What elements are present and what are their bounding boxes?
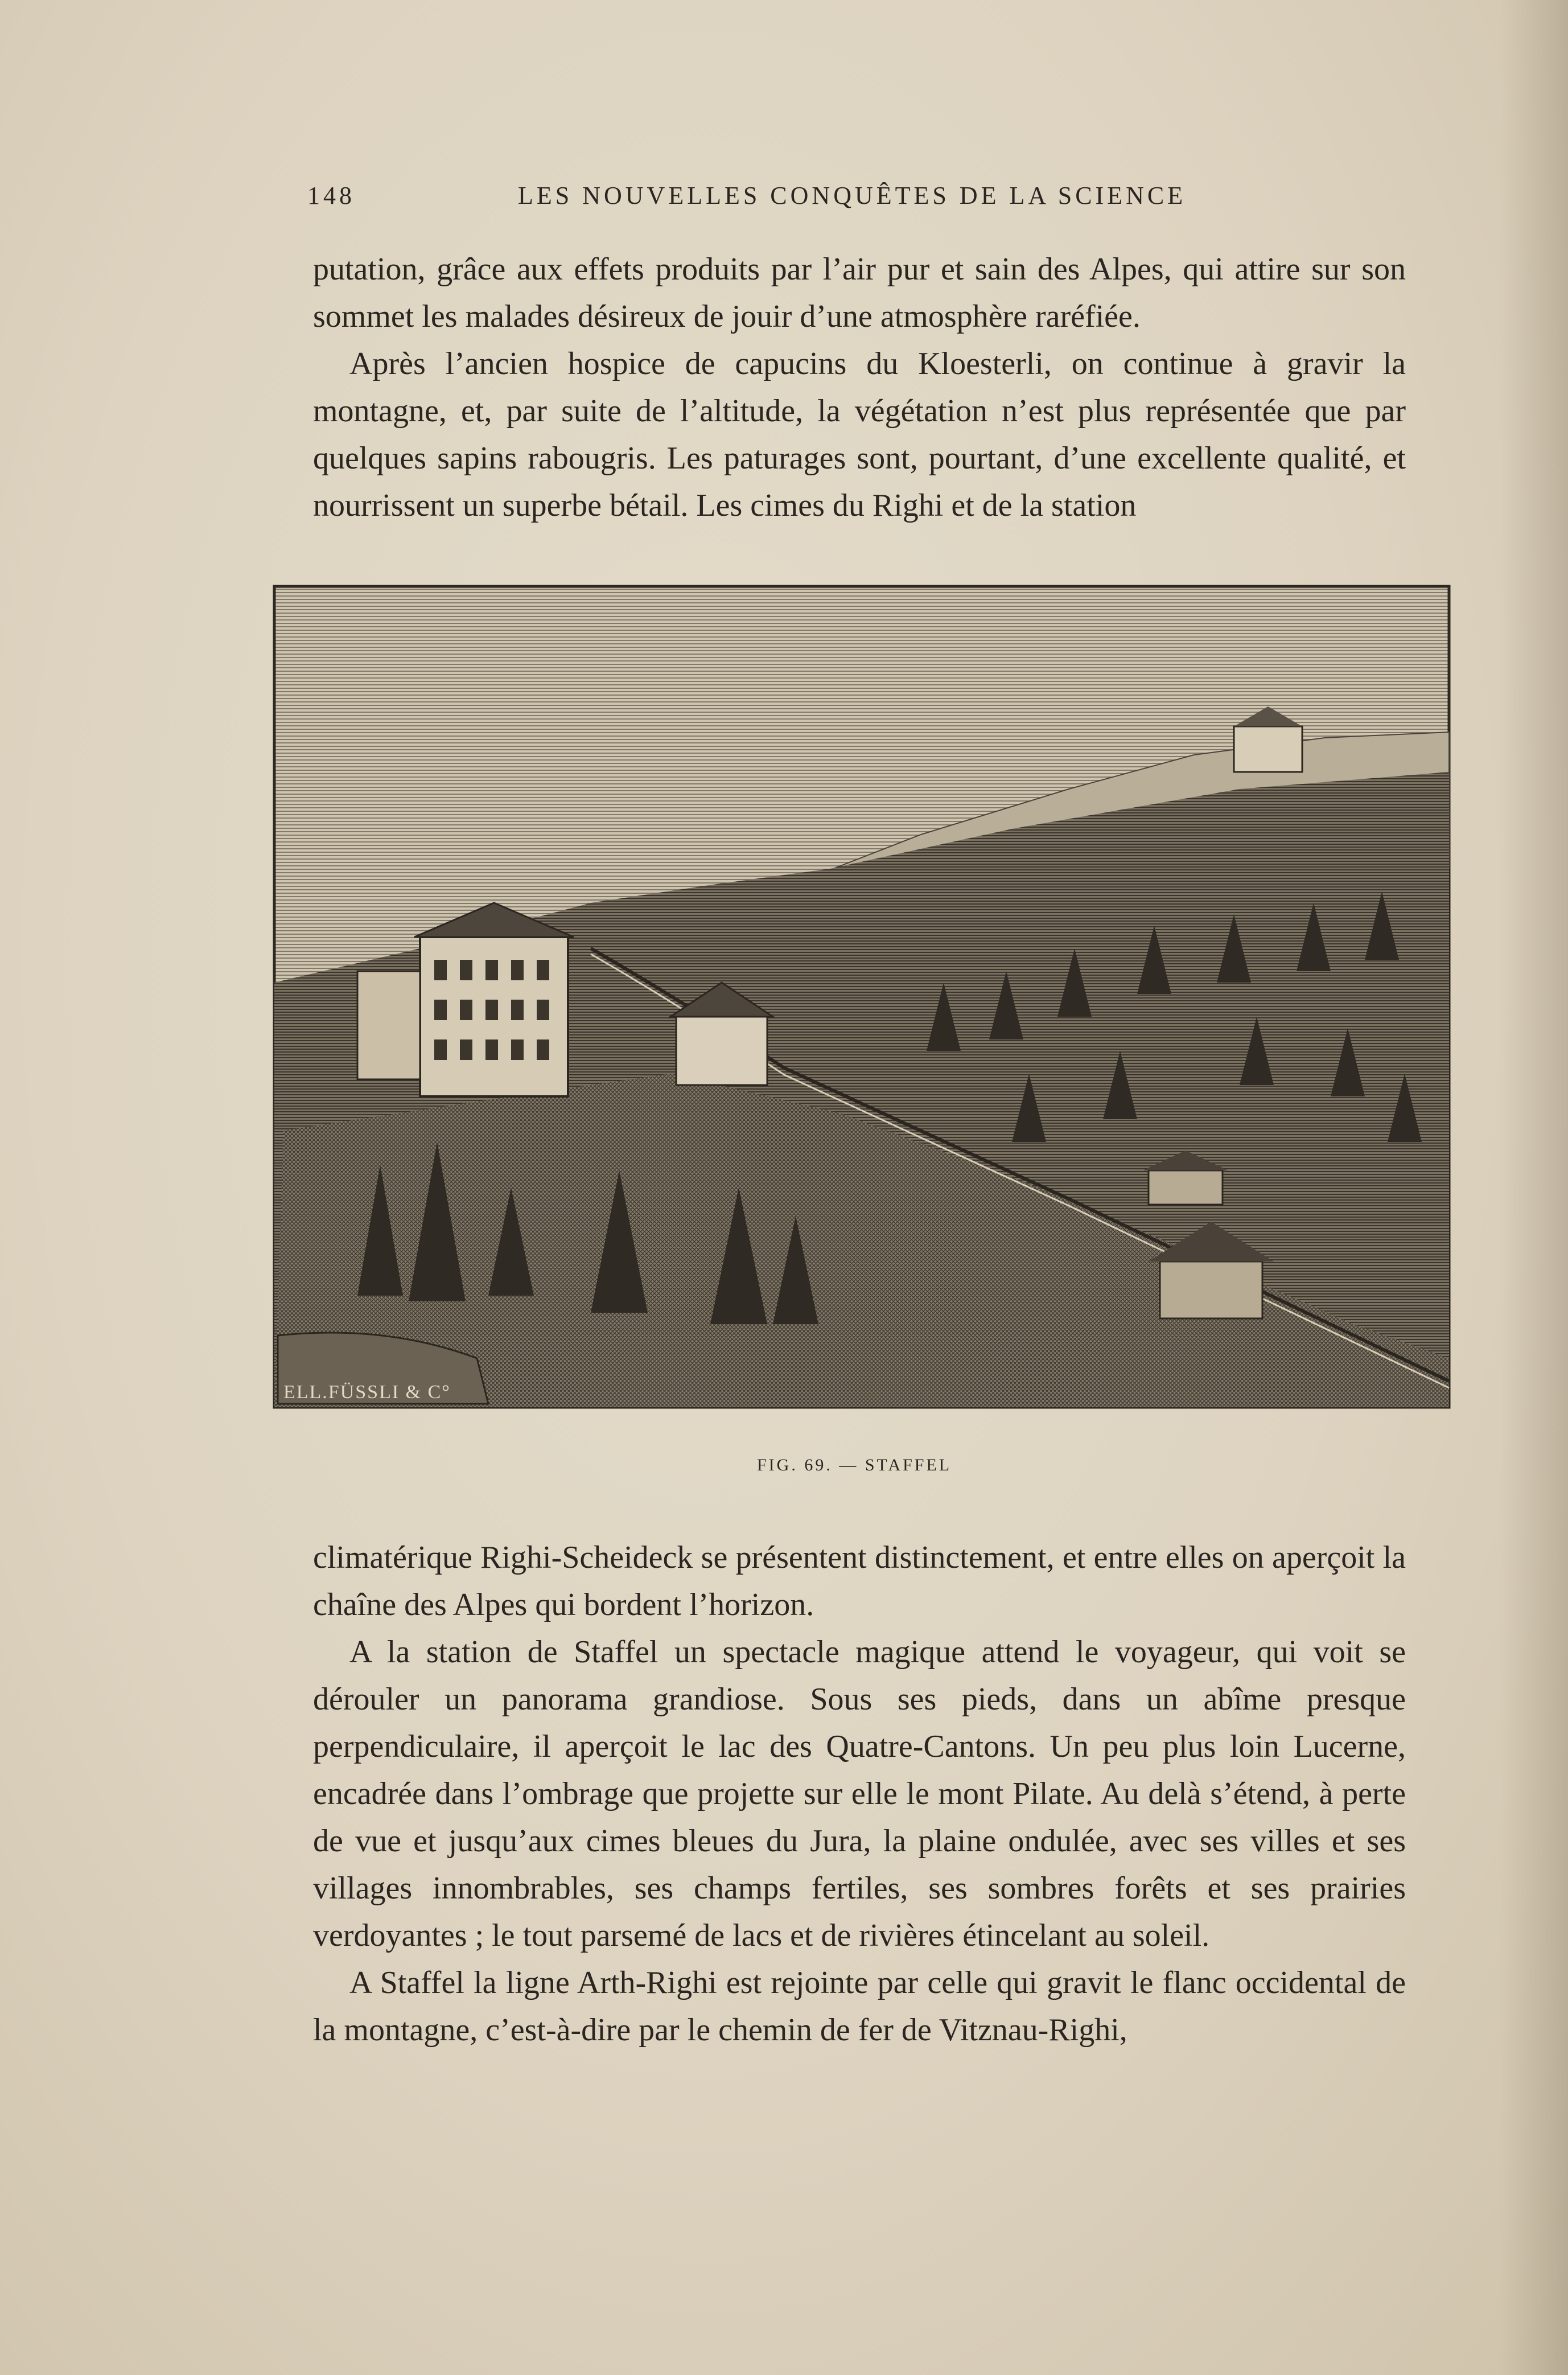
- paragraph: A la station de Staffel un spectacle magique attend le voyageur, qui voit se dérouler un panorama grandiose. Sous ses pieds, dans un abîme presque perpendiculaire, il aperçoit le lac des Quatre-Cantons. Un peu plus loin Lucerne, encadrée dans l’ombrage que projette sur elle le mont Pilate. Au delà s’étend, à perte de vue et jusqu’aux cimes bleues du Jura, la plaine ondulée, avec ses villes et ses villages innombrables, ses champs fertiles, ses sombres forêts et ses prairies verdoyantes ; le tout parsemé de lacs et de rivières étincelant au soleil.: [313, 1634, 1406, 1953]
- staffel-engraving: [272, 584, 1451, 1410]
- page-edge-shadow: [1500, 0, 1568, 2375]
- engraver-signature: ELL.FÜSSLI & C°: [283, 1382, 451, 1403]
- paragraph: Après l’ancien hospice de capucins du Kloesterli, on continue à gravir la montagne, et, par suite de l’altitude, la végétation n’est plus représentée que par quelques sapins rabougris. Les paturages sont, pourtant, d’une excellente qualité, et nourrissent un superbe bétail. Les cimes du Righi et de la station: [313, 346, 1406, 523]
- running-head: [307, 181, 1400, 221]
- body-text-top: [313, 246, 1406, 529]
- paragraph: climatérique Righi-Scheideck se présentent distinctement, et entre elles on aperçoit la chaîne des Alpes qui bordent l’horizon.: [313, 1540, 1406, 1622]
- paragraph: putation, grâce aux effets produits par l’air pur et sain des Alpes, qui attire sur son sommet les malades désireux de jouir d’une atmosphère raréfiée.: [313, 252, 1406, 334]
- figure-caption: FIG. 69. — STAFFEL: [757, 1456, 952, 1474]
- body-text-bottom: [313, 1534, 1406, 2054]
- header-title: LES NOUVELLES CONQUÊTES DE LA SCIENCE: [518, 182, 1187, 209]
- paragraph: A Staffel la ligne Arth-Righi est rejointe par celle qui gravit le flanc occidental de la montagne, c’est-à-dire par le chemin de fer de Vitznau-Righi,: [313, 1965, 1406, 2048]
- page-number: 148: [307, 182, 355, 209]
- engraving-figure: [272, 584, 1451, 1410]
